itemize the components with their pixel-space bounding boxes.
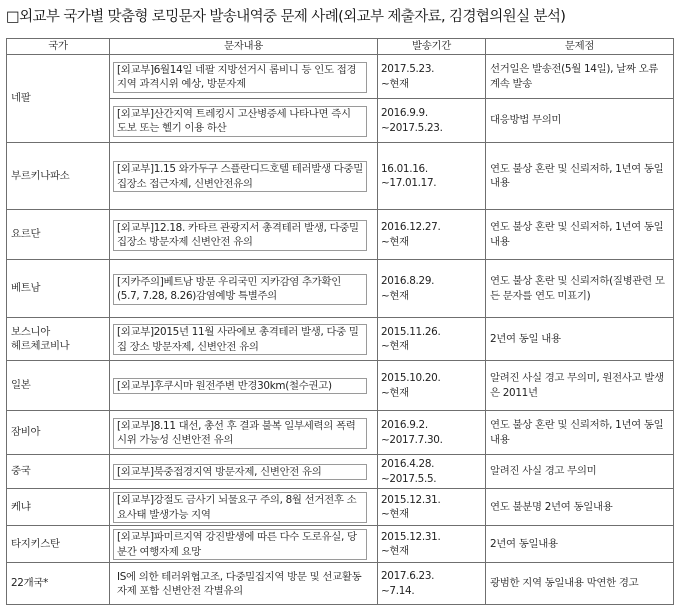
issue-cell xyxy=(486,260,674,318)
period-cell xyxy=(378,563,486,605)
country-cell: 요르단 xyxy=(7,210,110,260)
table-row xyxy=(7,55,674,99)
content-cell xyxy=(110,260,378,318)
period-cell xyxy=(378,526,486,563)
header-issue: 문제점 xyxy=(486,39,674,55)
issue-text: 알려진 사실 경고 무의미 xyxy=(490,465,597,478)
content-text: IS에 의한 테러위협고조, 다중밀집지역 방문 및 선교활동 자제 포함 신변안전 각별유의 xyxy=(117,570,362,597)
content-cell xyxy=(110,99,378,143)
period-text: 2016.9.2. ~2017.7.30. xyxy=(381,419,443,446)
issue-text: 대응방법 무의미 xyxy=(490,114,562,127)
period-text: 16.01.16. ~17.01.17. xyxy=(381,162,437,189)
country-cell: 케냐 xyxy=(7,489,110,526)
content-cell xyxy=(110,143,378,210)
issue-cell xyxy=(486,143,674,210)
content-text: [외교부]8.11 대선, 총선 후 결과 불복 일부세력의 폭력시위 가능성 신변안전 유의 xyxy=(113,418,367,449)
period-text: 2016.8.29. ~현재 xyxy=(381,275,435,302)
period-cell xyxy=(378,99,486,143)
issue-cell xyxy=(486,99,674,143)
issue-cell xyxy=(486,411,674,455)
period-cell xyxy=(378,260,486,318)
table-row xyxy=(7,260,674,318)
period-text: 2017.6.23. ~7.14. xyxy=(381,570,435,597)
period-cell xyxy=(378,143,486,210)
content-cell xyxy=(110,526,378,563)
period-text: 2015.10.20. ~현재 xyxy=(381,372,441,399)
header-period: 발송기간 xyxy=(378,39,486,55)
content-text: [외교부]북중접경지역 방문자제, 신변안전 유의 xyxy=(113,464,367,481)
period-text: 2016.12.27. ~현재 xyxy=(381,221,441,248)
issue-cell xyxy=(486,210,674,260)
content-cell xyxy=(110,563,378,605)
period-cell xyxy=(378,210,486,260)
period-text: 2017.5.23. ~현재 xyxy=(381,63,435,90)
content-text: [지카주의]베트남 방문 우리국민 지카감염 추가확인(5.7, 7.28, 8.26)감염예방 특별주의 xyxy=(113,274,367,305)
content-cell xyxy=(110,455,378,489)
period-text: 2016.9.9. ~2017.5.23. xyxy=(381,107,443,134)
content-text: [외교부]12.18. 카타르 관광지서 총격테러 발생, 다중밀집장소 방문자제 신변안전 유의 xyxy=(113,220,367,251)
content-text: [외교부]6월14일 네팔 지방선거시 롬비니 등 인도 접경지역 과격시위 예상, 방문자제 xyxy=(113,62,367,93)
content-text: [외교부]파미르지역 강진발생에 따른 다수 도로유실, 당분간 여행자제 요망 xyxy=(113,529,367,560)
table-row xyxy=(7,143,674,210)
issue-text: 연도 불상 혼란 및 신뢰저하, 1년여 동일내용 xyxy=(490,162,664,189)
table-row xyxy=(7,411,674,455)
content-text: [외교부]산간지역 트레킹시 고산병증세 나타나면 즉시 도보 또는 헬기 이용 하산 xyxy=(113,106,367,137)
content-text: [외교부]후쿠시마 원전주변 반경30km(철수권고) xyxy=(113,378,367,395)
country-cell: 잠비아 xyxy=(7,411,110,455)
issue-cell xyxy=(486,55,674,99)
issue-cell xyxy=(486,526,674,563)
issue-text: 알려진 사실 경고 무의미, 원전사고 발생은 2011년 xyxy=(490,372,664,399)
country-cell: 타지키스탄 xyxy=(7,526,110,563)
period-text: 2016.4.28. ~2017.5.5. xyxy=(381,458,437,485)
content-text: [외교부]1.15 와가두구 스플란디드호텔 테러발생 다중밀집장소 접근자제, 신변안전유의 xyxy=(113,161,367,192)
period-text: 2015.12.31. ~현재 xyxy=(381,530,441,557)
country-cell: 중국 xyxy=(7,455,110,489)
header-country: 국가 xyxy=(7,39,110,55)
period-cell xyxy=(378,318,486,361)
table-row xyxy=(7,210,674,260)
issue-cell xyxy=(486,489,674,526)
content-cell xyxy=(110,489,378,526)
table-row xyxy=(7,361,674,411)
period-text: 2015.11.26. ~현재 xyxy=(381,325,441,352)
country-cell: 부르키나파소 xyxy=(7,143,110,210)
period-cell xyxy=(378,455,486,489)
issue-text: 연도 불상 혼란 및 신뢰저하, 1년여 동일내용 xyxy=(490,419,664,446)
issue-text: 연도 불상 혼란 및 신뢰저하(질병관련 모든 문자를 연도 미표기) xyxy=(490,275,665,302)
period-text: 2015.12.31. ~현재 xyxy=(381,493,441,520)
content-cell xyxy=(110,55,378,99)
content-cell xyxy=(110,210,378,260)
table-header-row xyxy=(7,39,674,55)
issue-cell xyxy=(486,361,674,411)
issue-text: 광범한 지역 동일내용 막연한 경고 xyxy=(490,577,639,590)
table-row xyxy=(7,489,674,526)
issue-cell xyxy=(486,563,674,605)
table-row xyxy=(7,526,674,563)
issue-cell xyxy=(486,318,674,361)
country-cell: 베트남 xyxy=(7,260,110,318)
content-cell xyxy=(110,318,378,361)
content-cell xyxy=(110,411,378,455)
issue-cell xyxy=(486,455,674,489)
country-cell: 네팔 xyxy=(7,55,110,143)
country-cell: 일본 xyxy=(7,361,110,411)
issue-text: 연도 불상 혼란 및 신뢰저하, 1년여 동일 내용 xyxy=(490,221,664,248)
period-cell xyxy=(378,55,486,99)
issues-table xyxy=(6,38,674,605)
country-cell: 보스니아 헤르체코비나 xyxy=(7,318,110,361)
page-title: □외교부 국가별 맞춤형 로밍문자 발송내역중 문제 사례(외교부 제출자료, 김경협의원실 분석) xyxy=(6,9,566,25)
period-cell xyxy=(378,411,486,455)
content-text: [외교부]강절도 금사기 뇌물요구 주의, 8월 선거전후 소요사태 발생가능 지역 xyxy=(113,492,367,523)
issue-text: 2년여 동일 내용 xyxy=(490,332,561,345)
period-cell xyxy=(378,361,486,411)
table-row xyxy=(7,563,674,605)
header-content: 문자내용 xyxy=(110,39,378,55)
content-text: [외교부]2015년 11월 사라에보 총격테러 발생, 다중 밀집 장소 방문자제, 신변안전 유의 xyxy=(113,324,367,355)
issue-text: 선거일은 발송전(5월 14일), 날짜 오류 계속 발송 xyxy=(490,63,659,90)
issue-text: 연도 불분명 2년여 동일내용 xyxy=(490,500,613,513)
table-row xyxy=(7,318,674,361)
table-row xyxy=(7,455,674,489)
country-cell: 22개국* xyxy=(7,563,110,605)
period-cell xyxy=(378,489,486,526)
content-cell xyxy=(110,361,378,411)
issue-text: 2년여 동일내용 xyxy=(490,537,558,550)
